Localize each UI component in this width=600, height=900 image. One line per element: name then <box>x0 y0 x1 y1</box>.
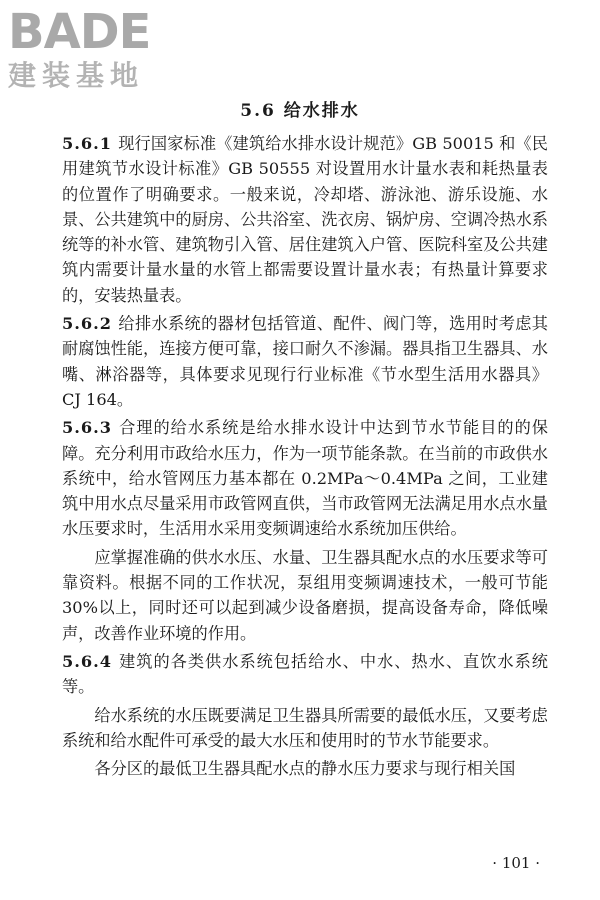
clause-text: 合理的给水系统是给水排水设计中达到节水节能目的的保障。充分利用市政给水压力，作为一项节能条款。在当前的市政供水系统中，给水管网压力基本都在 0.2MPa～0.4MPa 之间，工业建筑中用水点尽量采用市政管网直供，当市政管网无法满足用水点水量水压要求时，生活用水采用变频调速给水系统加压供给。 <box>62 418 548 539</box>
paragraph-text: 给水系统的水压既要满足卫生器具所需要的最低水压，又要考虑系统和给水配件可承受的最大水压和使用时的节水节能要求。 <box>62 705 548 750</box>
brand-logo <box>8 6 150 92</box>
document-body <box>62 128 548 781</box>
clause-5-6-1 <box>62 131 548 308</box>
paragraph-text: 各分区的最低卫生器具配水点的静水压力要求与现行相关国 <box>94 759 516 779</box>
logo-wordmark: BADE <box>8 4 151 60</box>
clause-5-6-2 <box>62 311 548 412</box>
paragraph-text: 应掌握准确的供水水压、水量、卫生器具配水点的水压要求等可靠资料。根据不同的工作状况，泵组用变频调速技术，一般可节能 30%以上，同时还可以起到减少设备磨损，提高设备寿命，降低噪声，改善作业环境的作用。 <box>62 547 548 643</box>
paragraph <box>62 545 548 646</box>
section-title: 5.6 给水排水 <box>240 101 360 121</box>
clause-text: 建筑的各类供水系统包括给水、中水、热水、直饮水系统等。 <box>62 651 548 697</box>
paragraph <box>62 756 548 781</box>
logo-subtitle: 建装基地 <box>8 59 145 92</box>
clause-number: 5.6.2 <box>62 314 113 334</box>
clause-text: 现行国家标准《建筑给水排水设计规范》GB 50015 和《民用建筑节水设计标准》GB 50555 对设置用水计量水表和耗热量表的位置作了明确要求。一般来说，冷却塔、游泳池、游乐设施、水景、公共建筑中的厨房、公共浴室、洗衣房、锅炉房、空调冷热水系统等的补水管、建筑物引入管、居住建筑入户管、医院科室及公共建筑内需要计量水量的水管上都需要设置计量水表；有热量计算要求的，安装热量表。 <box>62 134 548 305</box>
clause-5-6-4 <box>62 649 548 700</box>
clause-number: 5.6.1 <box>62 134 113 153</box>
clause-text: 给排水系统的器材包括管道、配件、阀门等，选用时考虑其耐腐蚀性能，连接方便可靠，接口耐久不渗漏。器具指卫生器具、水嘴、淋浴器等，具体要求见现行行业标准《节水型生活用水器具》CJ 164。 <box>62 314 548 409</box>
clause-5-6-3 <box>62 415 548 541</box>
clause-number: 5.6.3 <box>62 418 113 438</box>
clause-number: 5.6.4 <box>62 651 113 671</box>
paragraph <box>62 703 548 754</box>
page-number: · 101 · <box>492 854 540 872</box>
